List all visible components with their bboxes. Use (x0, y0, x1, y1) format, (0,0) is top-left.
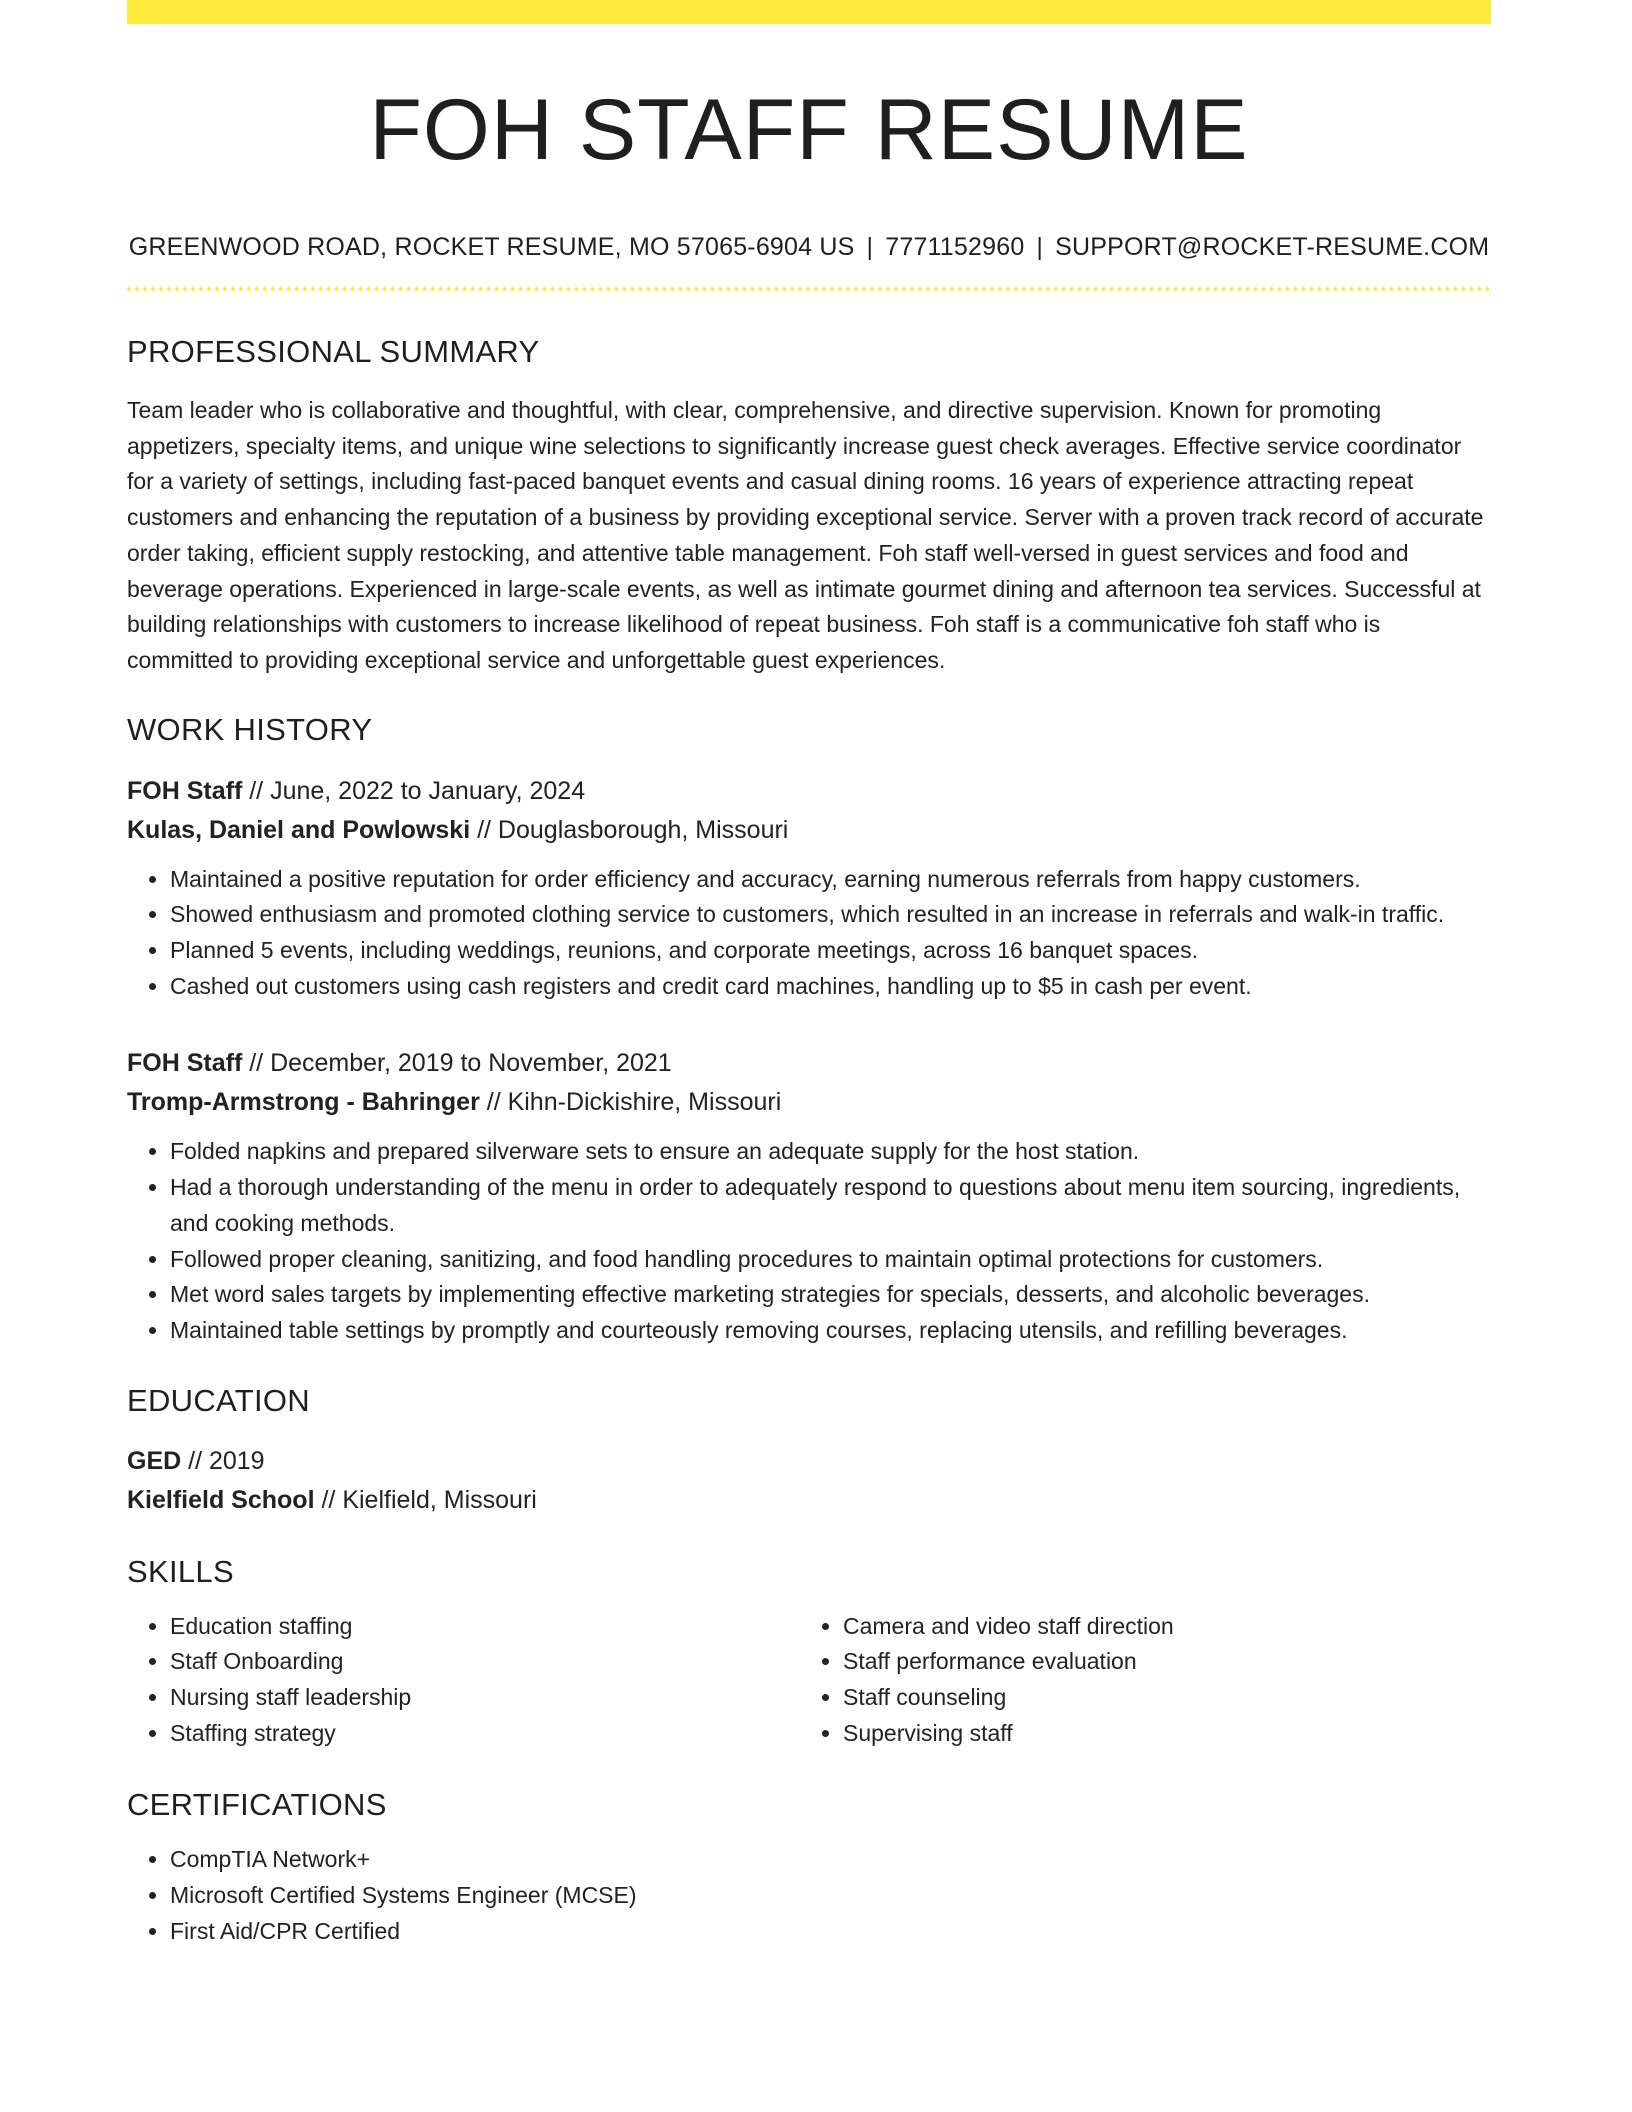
job-bullets (127, 862, 1491, 1005)
certification-item: • CompTIA Network+ (170, 1842, 1491, 1878)
certifications-list (127, 1842, 1491, 1949)
dotted-divider (127, 287, 1491, 291)
job-location: // Douglasborough, Missouri (470, 815, 789, 844)
education-school-line (127, 1481, 1491, 1520)
work-history-heading: WORK HISTORY (127, 711, 373, 747)
certification-item: • First Aid/CPR Certified (170, 1914, 1491, 1950)
job-bullets (127, 1134, 1491, 1348)
summary-heading: PROFESSIONAL SUMMARY (127, 334, 540, 369)
education-location: // Kielfield, Missouri (314, 1485, 537, 1514)
job-company-line (127, 1083, 1491, 1122)
contact-line (127, 232, 1491, 262)
job-entry (127, 772, 1491, 1005)
skill-item: • Education staffing (170, 1609, 800, 1645)
education-degree: GED (127, 1446, 182, 1475)
education-school: Kielfield School (127, 1485, 315, 1514)
job-location: // Kihn-Dickishire, Missouri (479, 1088, 782, 1117)
education-entry (127, 1442, 1491, 1520)
contact-email: SUPPORT@ROCKET-RESUME.COM (1055, 233, 1490, 261)
resume-content (127, 0, 1491, 1950)
job-bullet: • Maintained a positive reputation for order efficiency and accuracy, earning numerous referrals from happy customers. (170, 862, 1491, 898)
skills-heading: SKILLS (127, 1553, 234, 1589)
contact-separator: | (866, 233, 874, 261)
summary-text: Team leader who is collaborative and thoughtful, with clear, comprehensive, and directive supervision. Known for promoting appetizers, specialty items, and unique wine selections to significantly increase guest check averages. Effective service coordinator for a variety of settings, including fast-paced banquet events and casual dining rooms. 16 years of experience attracting repeat customers and enhancing the reputation of a business by providing exceptional service. Server with a proven track record of accurate order taking, efficient supply restocking, and attentive table management. Foh staff well-versed in guest services and food and beverage operations. Experienced in large-scale events, as well as intimate gourmet dining and afternoon tea services. Successful at building relationships with customers to increase likelihood of repeat business. Foh staff is a communicative foh staff who is committed to providing exceptional service and unforgettable guest experiences. (127, 397, 1484, 673)
job-title: FOH Staff (127, 1049, 243, 1078)
skill-item: • Staffing strategy (170, 1716, 800, 1752)
job-entry (127, 1044, 1491, 1348)
job-company-line (127, 811, 1491, 850)
skills-list-left (127, 1609, 800, 1752)
job-bullet: • Cashed out customers using cash registers and credit card machines, handling up to $5 in cash per event. (170, 969, 1491, 1005)
skills-grid (127, 1609, 1491, 1752)
job-dates: // December, 2019 to November, 2021 (242, 1049, 672, 1078)
job-company: Kulas, Daniel and Powlowski (127, 815, 471, 844)
job-title-line (127, 772, 1491, 811)
resume-title: FOH STAFF RESUME (369, 82, 1249, 178)
job-bullet: • Followed proper cleaning, sanitizing, and food handling procedures to maintain optimal protections for customers. (170, 1242, 1491, 1278)
certifications-section (127, 1842, 1491, 1949)
skill-item: • Staff Onboarding (170, 1644, 800, 1680)
education-heading: EDUCATION (127, 1382, 310, 1418)
contact-separator: | (1036, 233, 1044, 261)
skill-item: • Supervising staff (843, 1716, 1473, 1752)
job-company: Tromp-Armstrong - Bahringer (127, 1088, 480, 1117)
job-dates: // June, 2022 to January, 2024 (242, 776, 586, 805)
job-bullet: • Maintained table settings by promptly and courteously removing courses, replacing utensils, and refilling beverages. (170, 1313, 1491, 1349)
skill-item: • Staff counseling (843, 1680, 1473, 1716)
job-bullet: • Had a thorough understanding of the menu in order to adequately respond to questions about menu item sourcing, ingredients, and cooking methods. (170, 1170, 1491, 1241)
certifications-heading: CERTIFICATIONS (127, 1787, 387, 1823)
job-bullet: • Met word sales targets by implementing effective marketing strategies for specials, desserts, and alcoholic beverages. (170, 1277, 1491, 1313)
job-title: FOH Staff (127, 776, 243, 805)
job-bullet: • Folded napkins and prepared silverware sets to ensure an adequate supply for the host station. (170, 1134, 1491, 1170)
job-title-line (127, 1044, 1491, 1083)
certification-item: • Microsoft Certified Systems Engineer (MCSE) (170, 1878, 1491, 1914)
skill-item: • Camera and video staff direction (843, 1609, 1473, 1645)
education-degree-line (127, 1442, 1491, 1481)
skill-item: • Staff performance evaluation (843, 1644, 1473, 1680)
contact-address: GREENWOOD ROAD, ROCKET RESUME, MO 57065-6904 US (128, 233, 855, 261)
skills-list-right (800, 1609, 1473, 1752)
job-bullet: • Planned 5 events, including weddings, reunions, and corporate meetings, across 16 banquet spaces. (170, 933, 1491, 969)
job-bullet: • Showed enthusiasm and promoted clothing service to customers, which resulted in an increase in referrals and walk-in traffic. (170, 897, 1491, 933)
contact-phone: 7771152960 (885, 233, 1025, 261)
education-year: // 2019 (181, 1446, 265, 1475)
skill-item: • Nursing staff leadership (170, 1680, 800, 1716)
